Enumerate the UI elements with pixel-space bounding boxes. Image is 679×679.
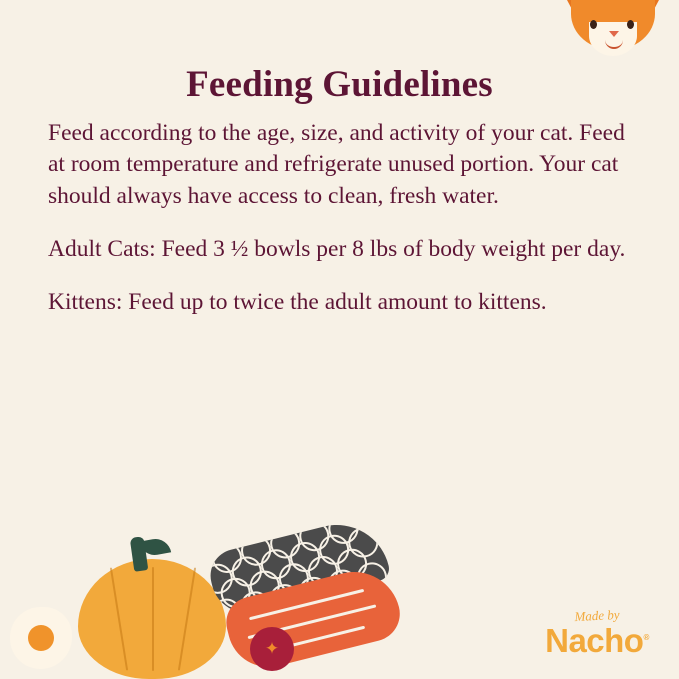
logo-brand-name — [545, 624, 649, 657]
food-illustration-group — [0, 489, 440, 679]
pumpkin-rib — [178, 567, 196, 670]
page-title: Feeding Guidelines — [186, 63, 493, 105]
pumpkin-icon — [78, 559, 226, 679]
cat-eye-right-icon — [627, 20, 634, 29]
salmon-fillet-icon — [205, 514, 407, 679]
cat-eye-left-icon — [590, 20, 597, 29]
cat-face-icon — [565, 0, 661, 62]
pumpkin-rib — [110, 567, 128, 670]
feeding-instructions — [48, 118, 633, 318]
logo-made-by-text: Made by — [574, 606, 620, 625]
logo-brand-text: Nacho — [545, 622, 644, 659]
egg-yolk-shape — [28, 625, 54, 651]
brand-logo — [537, 606, 657, 659]
logo-registered-mark: ® — [643, 633, 649, 642]
instruction-paragraph-kittens: Kittens: Feed up to twice the adult amount to kittens. — [48, 289, 547, 315]
instruction-paragraph-general: Feed according to the age, size, and activity of your cat. Feed at room temperature and refrigerate unused portion. Your cat should always have access to clean, fresh water. — [48, 120, 625, 209]
pumpkin-rib — [152, 567, 154, 671]
cranberry-star-icon: ✦ — [264, 639, 280, 658]
instruction-paragraph-adult-cats: Adult Cats: Feed 3 ½ bowls per 8 lbs of body weight per day. — [48, 235, 626, 262]
